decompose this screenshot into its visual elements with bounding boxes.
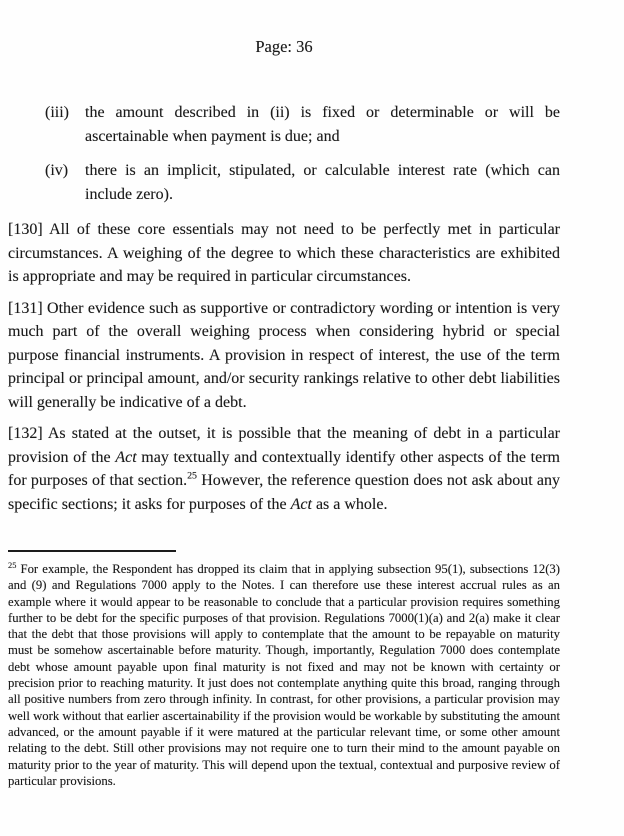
list-item-iv — [8, 159, 560, 206]
paragraph-132-number: [132] — [8, 425, 43, 442]
paragraph-131-number: [131] — [8, 299, 43, 317]
footnote-25-marker: 25 — [8, 560, 17, 570]
list-marker-iii: (iii) — [45, 104, 69, 121]
list-marker-iv: (iv) — [45, 162, 69, 179]
act-title-italic: Act — [115, 448, 137, 466]
list-item-iii-text: the amount described in (ii) is fixed or determinable or will be ascertainable when payment is due; and — [85, 104, 560, 145]
paragraph-132-text-segment: However, the reference question does not ask about any specific sections; it asks for purposes of the — [8, 472, 560, 513]
paragraph-131-text: Other evidence such as supportive or contradictory wording or intention is very much part of the overall weighing process when considering hybrid or special purpose financial instruments. A provision in respect of interest, the use of the term principal or principal amount, and/or security rankings relative to other debt liabilities will generally be indicative of a debt. — [8, 299, 561, 411]
paragraph-132 — [8, 422, 560, 516]
paragraph-131 — [8, 297, 560, 415]
footnote-separator-rule — [8, 550, 176, 552]
list-item-iii — [8, 101, 560, 148]
footnote-reference-25: 25 — [187, 470, 197, 482]
paragraph-130 — [8, 218, 560, 289]
footnote-25-text: For example, the Respondent has dropped its claim that in applying subsection 95(1), subsections 12(3) and (9) and Regulations 7000 apply to the Notes. I can therefore use these interest accrual rules as an example where it would appear to be reasonable to conclude that a particular provision requires something further to be debt for the specific purposes of that provision. Regulations 7000(1)(a) and 2(a) make it clear that the debt that those provisions will apply to contemplate that the amount to be repayable on maturity must be somehow ascertainable before maturity. Though, importantly, Regulation 7000 does contemplate debt whose amount payable upon final maturity is not fixed and may not be known with certainty or precision prior to reaching maturity. It just does not contemplate anything quite this broad, ranging through all positive numbers from zero through infinity. In contrast, for other provisions, a particular provision may well work without that earlier ascertainability if the provision would be workable by substituting the amount advanced, or the amount payable if it were matured at the particular relevant time, or some other amount relating to the debt. Still other provisions may not require one to turn their mind to the amount payable on maturity prior to the year of maturity. This will depend upon the textual, contextual and purposive review of particular provisions. — [8, 562, 561, 788]
paragraph-130-text: All of these core essentials may not need to be perfectly met in particular circumstances. A weighing of the degree to which these characteristics are exhibited is appropriate and may be required in particular circumstances. — [8, 221, 560, 285]
paragraph-130-number: [130] — [8, 221, 43, 238]
paragraph-132-text-segment: as a whole. — [311, 495, 388, 513]
footnote-25 — [8, 561, 560, 789]
list-item-iv-text: there is an implicit, stipulated, or calculable interest rate (which can include zero). — [85, 162, 560, 203]
paragraph-132-text-segment: may textually and contextually identify other aspects of the term for purposes of that section. — [8, 448, 560, 489]
page-number-header: Page: 36 — [255, 37, 313, 56]
paragraph-132-text-segment: As stated at the outset, it is possible that the meaning of debt in a particular provision of the — [8, 425, 560, 466]
act-title-italic: Act — [290, 495, 312, 513]
